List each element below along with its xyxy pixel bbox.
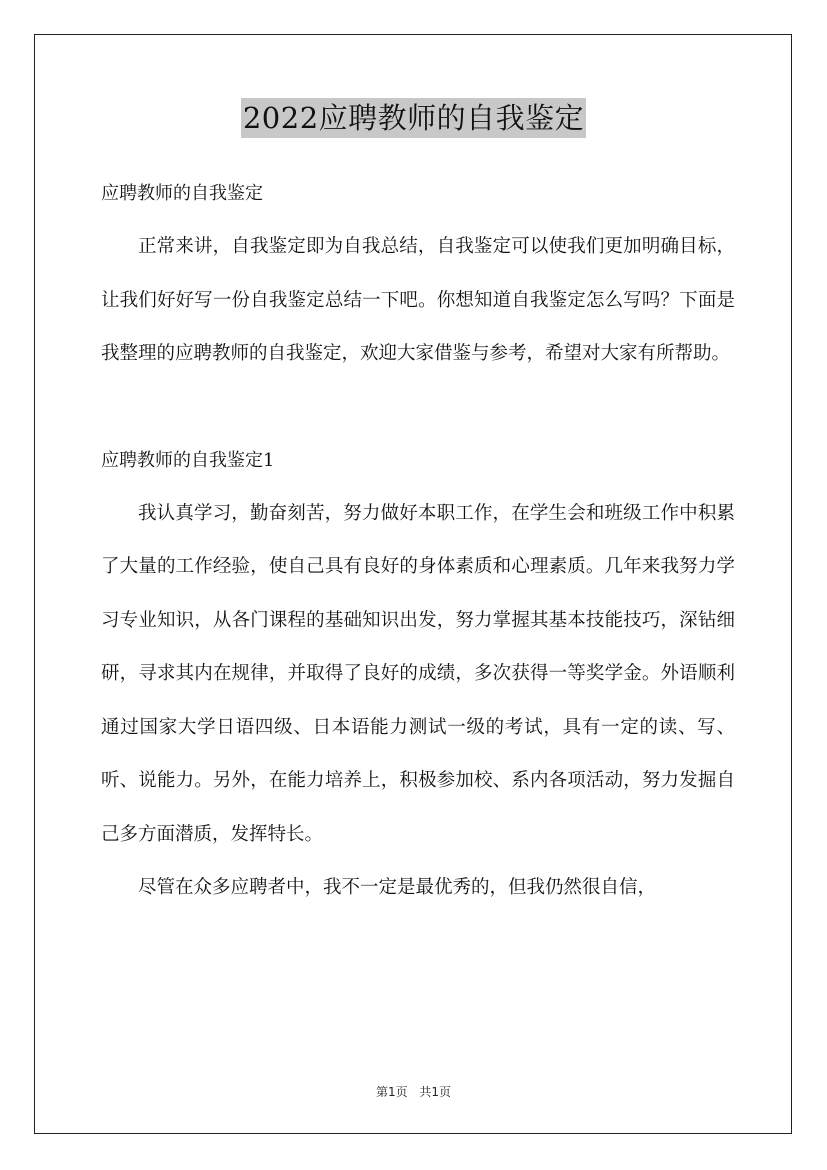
document-title: 2022应聘教师的自我鉴定 xyxy=(241,98,586,138)
title-container xyxy=(0,98,827,138)
section-spacer xyxy=(101,381,735,435)
intro-paragraph: 正常来讲，自我鉴定即为自我总结，自我鉴定可以使我们更加明确目标，让我们好好写一份自我鉴定总结一下吧。你想知道自我鉴定怎么写吗？下面是我整理的应聘教师的自我鉴定，欢迎大家借鉴与参考，希望对大家有所帮助。 xyxy=(101,236,735,364)
section-heading-1: 应聘教师的自我鉴定1 xyxy=(101,449,275,471)
document-body xyxy=(101,168,735,915)
section-1-paragraph-1: 我认真学习，勤奋刻苦，努力做好本职工作，在学生会和班级工作中积累了大量的工作经验，使自己具有良好的身体素质和心理素质。几年来我努力学习专业知识，从各门课程的基础知识出发，努力掌握其基本技能技巧，深钻细研，寻求其内在规律，并取得了良好的成绩，多次获得一等奖学金。外语顺利通过国家大学日语四级、日本语能力测试一级的考试，具有一定的读、写、听、说能力。另外，在能力培养上，积极参加校、系内各项活动，努力发掘自己多方面潜质，发挥特长。 xyxy=(101,502,735,845)
page-total: 共1页 xyxy=(419,1085,452,1099)
page-number: 第1页 xyxy=(375,1085,408,1099)
page-footer xyxy=(0,1083,827,1100)
section-1-paragraph-2: 尽管在众多应聘者中，我不一定是最优秀的，但我仍然很自信， xyxy=(138,877,657,898)
section-heading-intro: 应聘教师的自我鉴定 xyxy=(101,183,263,204)
